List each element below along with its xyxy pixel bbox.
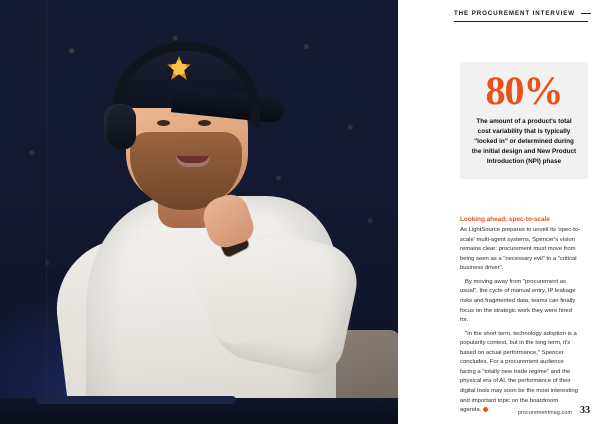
footer-url[interactable]: procurementmag.com <box>517 410 572 416</box>
text-column <box>398 0 600 424</box>
section-kicker-row <box>454 10 588 17</box>
page-number: 33 <box>580 405 590 416</box>
kicker-rule <box>581 13 591 14</box>
stat-number: 80% <box>485 68 563 113</box>
desk-edge <box>36 396 236 404</box>
article-paragraph-2: By moving away from "procurement as usual", the cycle of manual entry, IP leakage risks and fragmented data, teams can finally focus on the strategic work they were hired for. <box>460 278 576 324</box>
stat-caption: The amount of a product's total cost variability that is typically "locked in" or determined during the initial design and New Product Introduction (NPI) phase <box>471 118 577 166</box>
article-subhead: Looking ahead: spec-to-scale <box>460 216 550 223</box>
section-kicker: THE PROCUREMENT INTERVIEW <box>454 10 576 17</box>
article-paragraph-3-text: "In the short term, technology adoption is a popularity contest, but in the long term, it's based on actual performance," Spencer concludes. For a procurement audience facing a "totally new trade regime" and the physical era of AI, the performance of their digital tools may soon be the most interesting and important topic on the boardroom agenda. <box>460 330 578 414</box>
article-body <box>460 216 580 420</box>
article-paragraph-3 <box>460 330 580 416</box>
pull-stat-box <box>460 62 588 179</box>
article-paragraph-1: As LightSource prepares to unveil its 'spec-to-scale' multi-agent systems, Spencer's vision remains clear: procurement must move from being seen as a "necessary evil" to a "critical business driver". <box>460 227 580 272</box>
header-rule <box>454 21 588 22</box>
page-footer <box>398 406 600 416</box>
headphones-earcup <box>104 104 136 150</box>
